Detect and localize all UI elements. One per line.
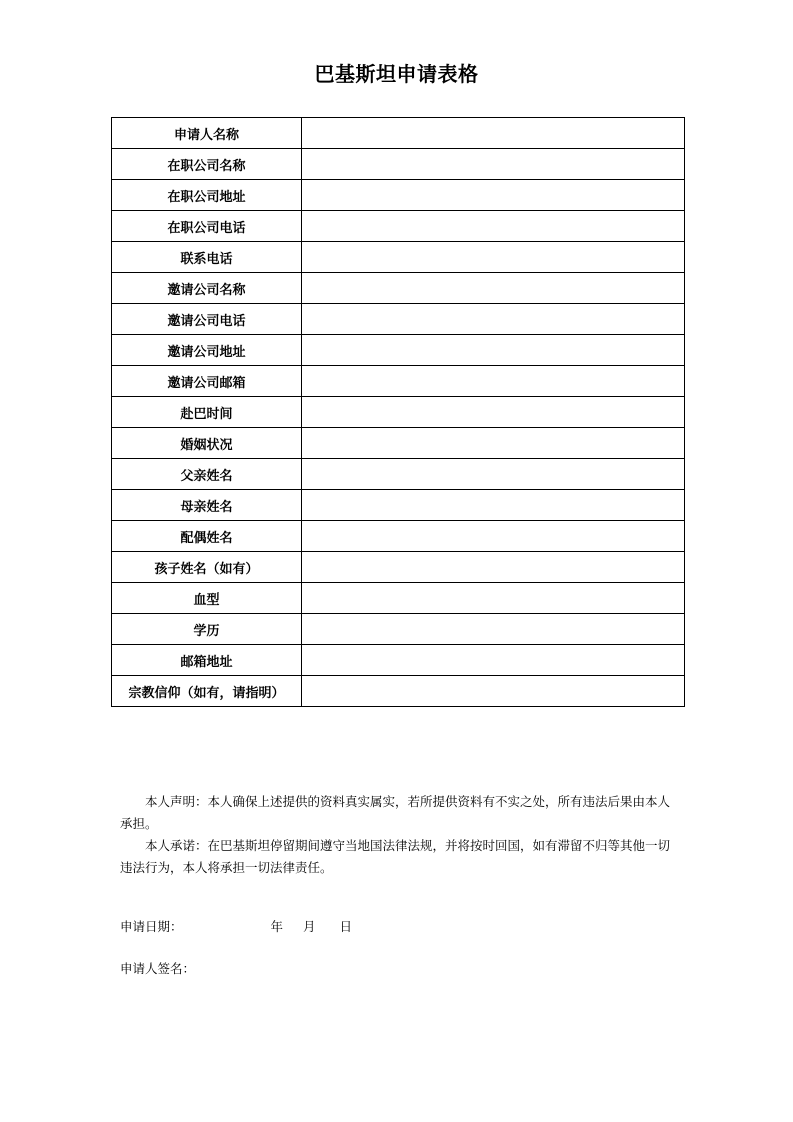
field-label: 在职公司地址 [112, 180, 302, 211]
field-label: 联系电话 [112, 242, 302, 273]
field-label: 邀请公司邮箱 [112, 366, 302, 397]
field-label: 申请人名称 [112, 118, 302, 149]
form-row [112, 521, 685, 552]
commitment-text: 本人承诺：在巴基斯坦停留期间遵守当地国法律法规，并将按时回国，如有滞留不归等其他一切违法行为，本人将承担一切法律责任。 [120, 838, 671, 875]
form-row [112, 304, 685, 335]
field-label: 邀请公司名称 [112, 273, 302, 304]
form-row [112, 211, 685, 242]
form-row [112, 118, 685, 149]
field-label: 婚姻状况 [112, 428, 302, 459]
field-value-cell[interactable] [302, 676, 685, 707]
field-label: 学历 [112, 614, 302, 645]
form-row [112, 459, 685, 490]
field-label: 邮箱地址 [112, 645, 302, 676]
field-label: 孩子姓名（如有） [112, 552, 302, 583]
declaration-text: 本人声明：本人确保上述提供的资料真实属实，若所提供资料有不实之处，所有违法后果由本人承担。 [120, 794, 671, 831]
field-value-cell[interactable] [302, 459, 685, 490]
form-row [112, 552, 685, 583]
field-label: 父亲姓名 [112, 459, 302, 490]
field-label: 赴巴时间 [112, 397, 302, 428]
field-value-cell[interactable] [302, 211, 685, 242]
form-row [112, 242, 685, 273]
date-day-label: 日 [339, 919, 353, 934]
field-value-cell[interactable] [302, 335, 685, 366]
field-value-cell[interactable] [302, 521, 685, 552]
field-label: 邀请公司电话 [112, 304, 302, 335]
application-date-line [120, 916, 352, 938]
page-title: 巴基斯坦申请表格 [314, 62, 479, 86]
form-row [112, 397, 685, 428]
form-row [112, 180, 685, 211]
form-row [112, 676, 685, 707]
date-year-label: 年 [270, 919, 284, 934]
field-value-cell[interactable] [302, 583, 685, 614]
statement-section [120, 791, 676, 879]
form-row [112, 149, 685, 180]
field-value-cell[interactable] [302, 304, 685, 335]
form-row [112, 614, 685, 645]
form-row [112, 645, 685, 676]
field-label: 配偶姓名 [112, 521, 302, 552]
signature-label: 申请人签名： [120, 961, 196, 976]
field-label: 母亲姓名 [112, 490, 302, 521]
field-value-cell[interactable] [302, 180, 685, 211]
field-value-cell[interactable] [302, 645, 685, 676]
form-row [112, 428, 685, 459]
form-row [112, 335, 685, 366]
field-value-cell[interactable] [302, 614, 685, 645]
field-value-cell[interactable] [302, 397, 685, 428]
field-label: 在职公司名称 [112, 149, 302, 180]
field-value-cell[interactable] [302, 366, 685, 397]
field-value-cell[interactable] [302, 242, 685, 273]
field-label: 在职公司电话 [112, 211, 302, 242]
field-value-cell[interactable] [302, 428, 685, 459]
field-value-cell[interactable] [302, 552, 685, 583]
field-value-cell[interactable] [302, 118, 685, 149]
field-label: 宗教信仰（如有，请指明） [112, 676, 302, 707]
form-row [112, 366, 685, 397]
field-value-cell[interactable] [302, 490, 685, 521]
field-value-cell[interactable] [302, 149, 685, 180]
application-date-label: 申请日期： [120, 919, 183, 934]
field-label: 邀请公司地址 [112, 335, 302, 366]
date-month-label: 月 [303, 919, 316, 934]
form-row [112, 273, 685, 304]
form-row [112, 583, 685, 614]
application-form-table [111, 117, 685, 707]
form-table-body [112, 118, 685, 707]
field-value-cell[interactable] [302, 273, 685, 304]
form-row [112, 490, 685, 521]
signature-line [120, 958, 195, 980]
field-label: 血型 [112, 583, 302, 614]
